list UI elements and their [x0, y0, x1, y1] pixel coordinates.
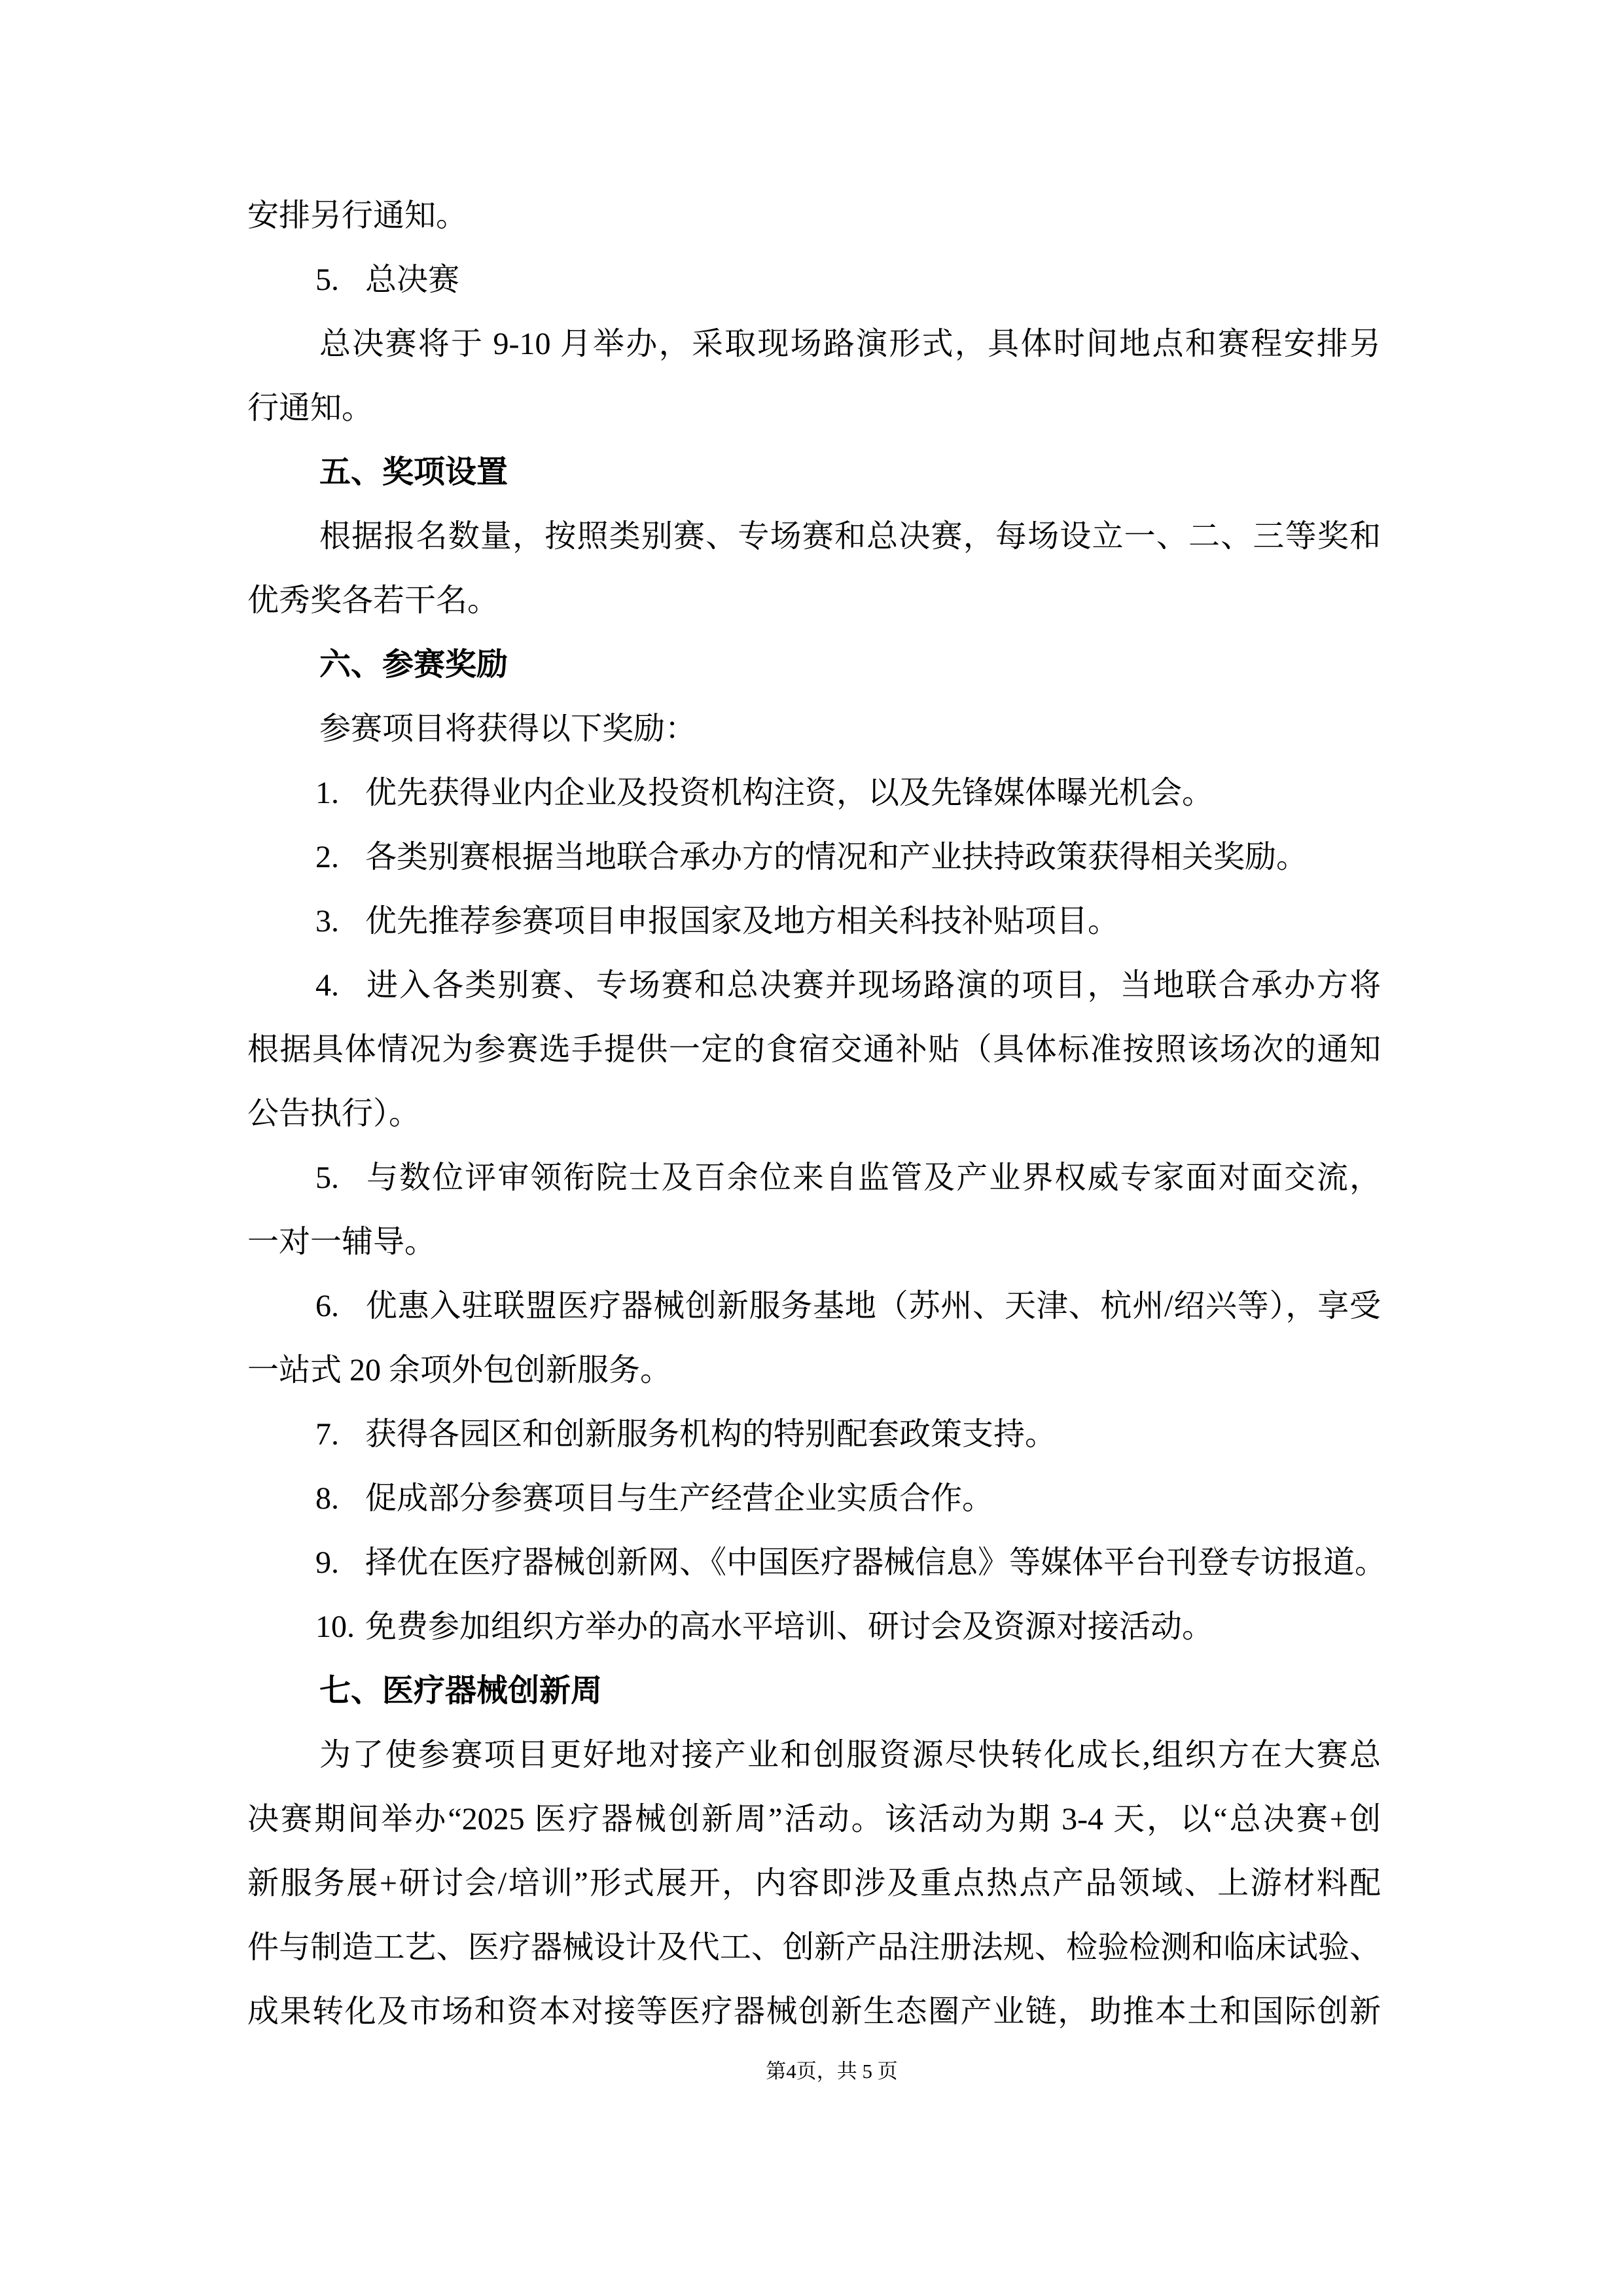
- list-item-text: 促成部分参赛项目与生产经营企业实质合作。: [365, 1481, 994, 1516]
- list-number: 9.: [315, 1545, 339, 1580]
- list-number: 5.: [315, 1160, 339, 1195]
- list-item: [247, 248, 1381, 312]
- text-line: 一站式 20 余项外包创新服务。: [247, 1353, 672, 1388]
- list-item: [247, 1595, 1381, 1659]
- list-item: [247, 1403, 1381, 1467]
- text-line: 一对一辅导。: [247, 1225, 437, 1259]
- section-heading: 七、医疗器械创新周: [319, 1674, 603, 1708]
- text-line: 根据报名数量，按照类别赛、专场赛和总决赛，每场设立一、二、三等奖和: [319, 519, 1381, 554]
- text-line: 参赛项目将获得以下奖励：: [319, 711, 697, 746]
- text-line: 新服务展+研讨会/培训”形式展开，内容即涉及重点热点产品领域、上游材料配: [247, 1866, 1381, 1901]
- list-number: 10.: [315, 1609, 355, 1644]
- list-item-text: 与数位评审领衔院士及百余位来自监管及产业界权威专家面对面交流，: [365, 1160, 1381, 1195]
- section-heading: 五、奖项设置: [319, 455, 508, 490]
- list-item-text: 各类别赛根据当地联合承办方的情况和产业扶持政策获得相关奖励。: [365, 840, 1308, 874]
- list-item: [247, 761, 1381, 825]
- list-number: 2.: [315, 840, 339, 874]
- list-number: 3.: [315, 904, 339, 939]
- list-number: 4.: [315, 968, 339, 1003]
- list-number: 1.: [315, 776, 339, 810]
- text-line: 为了使参赛项目更好地对接产业和创服资源尽快转化成长,组织方在大赛总: [319, 1738, 1381, 1772]
- page-number: 第4页，共 5 页: [766, 2060, 898, 2083]
- text-line: 优秀奖各若干名。: [247, 583, 499, 618]
- text-line: 安排另行通知。: [247, 198, 468, 233]
- text-line: 公告执行）。: [247, 1096, 421, 1131]
- list-item: [247, 1531, 1387, 1595]
- list-number: 8.: [315, 1481, 339, 1516]
- list-item-text: 进入各类别赛、专场赛和总决赛并现场路演的项目，当地联合承办方将: [365, 968, 1381, 1003]
- list-number: 5.: [315, 262, 339, 297]
- list-item-text: 优先获得业内企业及投资机构注资，以及先锋媒体曝光机会。: [365, 776, 1214, 810]
- list-item-text: 优先推荐参赛项目申报国家及地方相关科技补贴项目。: [365, 904, 1120, 939]
- text-line: 根据具体情况为参赛选手提供一定的食宿交通补贴（具体标准按照该场次的通知: [247, 1032, 1381, 1067]
- list-item-text: 总决赛: [365, 262, 460, 297]
- list-item: [247, 1274, 1381, 1338]
- list-item-text: 获得各园区和创新服务机构的特别配套政策支持。: [365, 1417, 1057, 1452]
- list-item: [247, 954, 1381, 1018]
- list-item-text: 免费参加组织方举办的高水平培训、研讨会及资源对接活动。: [365, 1609, 1214, 1644]
- list-number: 6.: [315, 1289, 339, 1323]
- text-line: 总决赛将于 9-10 月举办，采取现场路演形式，具体时间地点和赛程安排另: [319, 327, 1381, 361]
- list-item: [247, 1467, 1381, 1531]
- document-body: [247, 184, 1387, 2044]
- text-line: 件与制造工艺、医疗器械设计及代工、创新产品注册法规、检验检测和临床试验、: [247, 1930, 1381, 1965]
- list-item-text: 优惠入驻联盟医疗器械创新服务基地（苏州、天津、杭州/绍兴等），享受: [365, 1289, 1381, 1323]
- list-item-text: 择优在医疗器械创新网、《中国医疗器械信息》等媒体平台刊登专访报道。: [365, 1545, 1387, 1580]
- list-item: [247, 825, 1381, 889]
- list-number: 7.: [315, 1417, 339, 1452]
- list-item: [247, 1146, 1381, 1210]
- text-line: 成果转化及市场和资本对接等医疗器械创新生态圈产业链，助推本土和国际创新: [247, 1994, 1381, 2029]
- text-line: 行通知。: [247, 391, 374, 425]
- list-item: [247, 889, 1381, 954]
- section-heading: 六、参赛奖励: [319, 647, 508, 682]
- text-line: 决赛期间举办“2025 医疗器械创新周”活动。该活动为期 3-4 天，以“总决赛+创: [247, 1802, 1381, 1837]
